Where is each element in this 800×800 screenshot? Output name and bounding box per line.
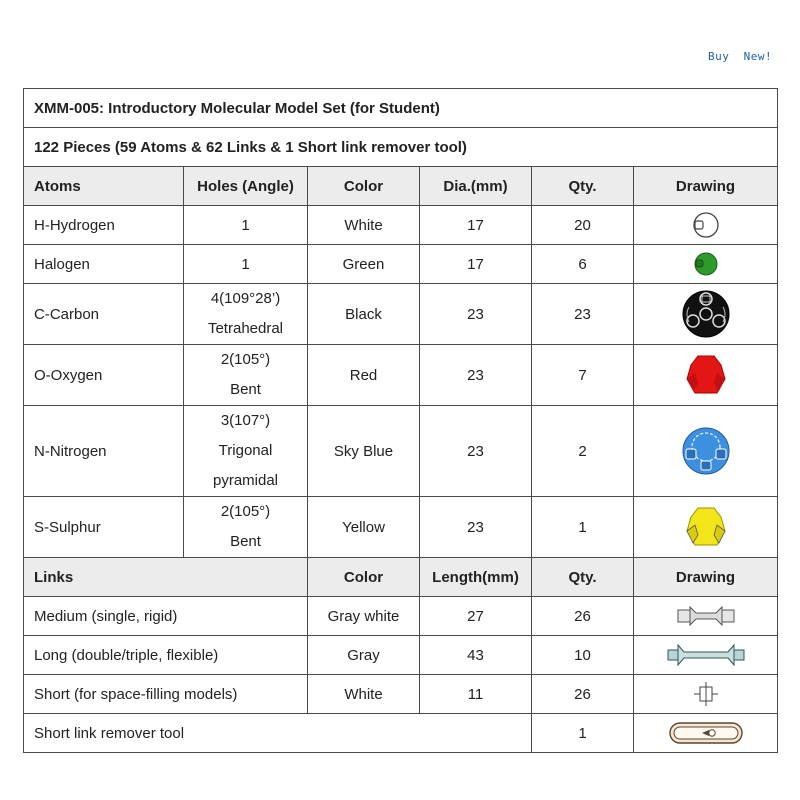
table-row (24, 597, 778, 636)
set-piece-count: 122 Pieces (59 Atoms & 62 Links & 1 Short link remover tool) (24, 128, 778, 167)
holes-line: 4(109°28’) (210, 290, 281, 307)
atom-holes (184, 284, 308, 345)
link-color-col-header: Color (308, 558, 420, 597)
atom-dia: 17 (420, 206, 532, 245)
link-qty: 26 (532, 597, 634, 636)
atom-dia: 23 (420, 406, 532, 497)
atom-name: S-Sulphur (24, 497, 184, 558)
link-color: White (308, 675, 420, 714)
holes-line: Bent (230, 533, 261, 550)
atom-name: H-Hydrogen (24, 206, 184, 245)
set-title: XMM-005: Introductory Molecular Model Set (for Student) (24, 89, 778, 128)
short-link-icon (691, 681, 721, 707)
atoms-header-row (24, 167, 778, 206)
atom-dia: 23 (420, 284, 532, 345)
table-row (24, 345, 778, 406)
link-qty: 10 (532, 636, 634, 675)
atom-holes (184, 406, 308, 497)
link-name: Long (double/triple, flexible) (24, 636, 308, 675)
table-row (24, 675, 778, 714)
holes-line: Bent (230, 381, 261, 398)
atom-qty: 23 (532, 284, 634, 345)
qty-col-header: Qty. (532, 167, 634, 206)
atom-color: Red (308, 345, 420, 406)
holes-line: Trigonal (218, 442, 273, 459)
atom-qty: 2 (532, 406, 634, 497)
link-color: Gray (308, 636, 420, 675)
table-row (24, 636, 778, 675)
link-remover-tool-icon (668, 720, 744, 746)
tool-name: Short link remover tool (24, 714, 532, 753)
drawing-col-header: Drawing (634, 167, 778, 206)
atom-dia: 17 (420, 245, 532, 284)
molecular-model-spec-table (23, 88, 778, 753)
table-row (24, 714, 778, 753)
atom-holes (184, 497, 308, 558)
nitrogen-atom-icon (680, 425, 732, 477)
color-col-header: Color (308, 167, 420, 206)
link-color: Gray white (308, 597, 420, 636)
atom-color: Green (308, 245, 420, 284)
holes-line: pyramidal (212, 472, 279, 489)
carbon-atom-icon (681, 289, 731, 339)
link-name: Medium (single, rigid) (24, 597, 308, 636)
atom-qty: 20 (532, 206, 634, 245)
halogen-atom-icon (690, 250, 722, 278)
medium-link-icon (674, 603, 738, 629)
table-row (24, 406, 778, 497)
link-length: 43 (420, 636, 532, 675)
link-qty: 26 (532, 675, 634, 714)
link-drawing-col-header: Drawing (634, 558, 778, 597)
atom-dia: 23 (420, 345, 532, 406)
table-row (24, 245, 778, 284)
holes-line: 3(107°) (220, 412, 271, 429)
holes-col-header: Holes (Angle) (184, 167, 308, 206)
table-row (24, 497, 778, 558)
link-qty-col-header: Qty. (532, 558, 634, 597)
length-col-header: Length(mm) (420, 558, 532, 597)
table-row (24, 206, 778, 245)
sulphur-atom-icon (681, 503, 731, 551)
link-length: 11 (420, 675, 532, 714)
atom-qty: 1 (532, 497, 634, 558)
holes-line: 2(105°) (220, 351, 271, 368)
long-link-icon (666, 642, 746, 668)
atom-name: N-Nitrogen (24, 406, 184, 497)
link-length: 27 (420, 597, 532, 636)
table-row (24, 284, 778, 345)
atom-color: White (308, 206, 420, 245)
atom-color: Black (308, 284, 420, 345)
holes-line: Tetrahedral (207, 320, 284, 337)
atom-holes: 1 (184, 206, 308, 245)
buy-new-link[interactable]: Buy New! (708, 50, 773, 63)
atoms-col-header: Atoms (24, 167, 184, 206)
links-col-header: Links (24, 558, 308, 597)
holes-line: 2(105°) (220, 503, 271, 520)
atom-name: Halogen (24, 245, 184, 284)
atom-color: Sky Blue (308, 406, 420, 497)
atom-holes (184, 345, 308, 406)
links-header-row (24, 558, 778, 597)
atom-qty: 7 (532, 345, 634, 406)
hydrogen-atom-icon (690, 211, 722, 239)
atom-name: O-Oxygen (24, 345, 184, 406)
oxygen-atom-icon (681, 351, 731, 399)
tool-qty: 1 (532, 714, 634, 753)
atom-color: Yellow (308, 497, 420, 558)
atom-dia: 23 (420, 497, 532, 558)
link-name: Short (for space-filling models) (24, 675, 308, 714)
atom-holes: 1 (184, 245, 308, 284)
atom-qty: 6 (532, 245, 634, 284)
atom-name: C-Carbon (24, 284, 184, 345)
dia-col-header: Dia.(mm) (420, 167, 532, 206)
